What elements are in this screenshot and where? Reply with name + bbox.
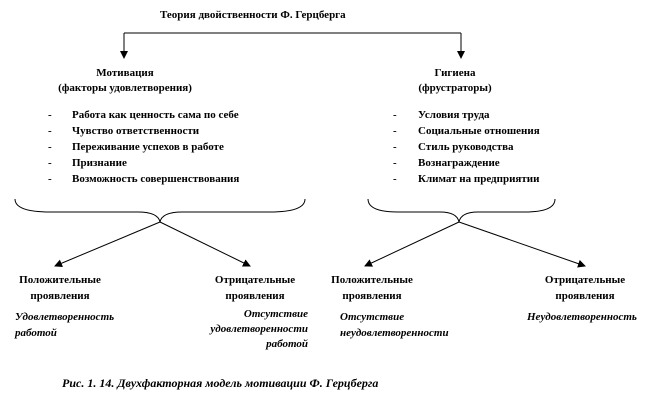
factor-label: Стиль руководства bbox=[418, 141, 514, 153]
bullet-dash: - bbox=[393, 157, 397, 169]
left-brace bbox=[15, 199, 305, 222]
motivation-factor-list bbox=[48, 107, 239, 187]
list-item bbox=[393, 123, 540, 139]
list-item bbox=[393, 107, 540, 123]
factor-label: Работа как ценность сама по себе bbox=[72, 109, 239, 121]
factor-label: Условия труда bbox=[418, 109, 490, 121]
hygiene-subtitle: (фрустраторы) bbox=[418, 82, 492, 94]
list-item bbox=[48, 155, 239, 171]
bullet-dash: - bbox=[48, 141, 52, 153]
left-negative-detail-line2: удовлетворенности bbox=[210, 323, 308, 335]
left-negative-heading-line2: проявления bbox=[225, 290, 285, 302]
bullet-dash: - bbox=[48, 125, 52, 137]
factor-label: Возможность совершенствования bbox=[72, 173, 240, 185]
left-negative-detail-line1: Отсутствие bbox=[243, 308, 308, 320]
factor-label: Чувство ответственности bbox=[72, 125, 200, 137]
bullet-dash: - bbox=[48, 109, 52, 121]
factor-label: Вознаграждение bbox=[418, 157, 500, 169]
left-negative-heading-line1: Отрицательные bbox=[214, 274, 296, 286]
diagram-title: Теория двойственности Ф. Герцберга bbox=[160, 9, 346, 21]
outcome-arrows bbox=[55, 222, 585, 266]
title-split-connector bbox=[124, 33, 461, 58]
bullet-dash: - bbox=[48, 157, 52, 169]
hygiene-title: Гигиена bbox=[434, 67, 476, 79]
left-negative-detail-line3: работой bbox=[266, 338, 308, 350]
right-negative-heading-line2: проявления bbox=[555, 290, 615, 302]
factor-label: Переживание успехов в работе bbox=[72, 141, 224, 153]
list-item bbox=[48, 139, 239, 155]
right-positive-heading-line1: Положительные bbox=[331, 274, 413, 286]
hygiene-factor-list bbox=[393, 107, 540, 187]
right-negative-heading-line1: Отрицательные bbox=[544, 274, 626, 286]
right-negative-detail-line1: Неудовлетворенность bbox=[527, 311, 637, 323]
bullet-dash: - bbox=[48, 173, 52, 185]
bullet-dash: - bbox=[393, 141, 397, 153]
left-positive-detail-line1: Удовлетворенность bbox=[15, 311, 115, 323]
left-positive-heading-line2: проявления bbox=[30, 290, 90, 302]
factor-label: Социальные отношения bbox=[418, 125, 540, 137]
bullet-dash: - bbox=[393, 173, 397, 185]
right-positive-detail-line1: Отсутствие bbox=[340, 311, 405, 323]
factor-label: Климат на предприятии bbox=[418, 173, 540, 185]
list-item bbox=[48, 123, 239, 139]
motivation-title: Мотивация bbox=[96, 67, 154, 79]
figure-caption: Рис. 1. 14. Двухфакторная модель мотивации Ф. Герцберга bbox=[62, 376, 379, 390]
left-positive-heading-line1: Положительные bbox=[19, 274, 101, 286]
factor-label: Признание bbox=[72, 157, 127, 169]
list-item bbox=[393, 171, 540, 187]
list-item bbox=[48, 107, 239, 123]
right-brace bbox=[368, 199, 555, 222]
list-item bbox=[48, 171, 239, 187]
right-positive-heading-line2: проявления bbox=[342, 290, 402, 302]
left-positive-detail-line2: работой bbox=[15, 327, 57, 339]
bullet-dash: - bbox=[393, 109, 397, 121]
motivation-subtitle: (факторы удовлетворения) bbox=[58, 82, 192, 94]
right-positive-detail-line2: неудовлетворенности bbox=[340, 327, 449, 339]
list-item bbox=[393, 155, 540, 171]
list-item bbox=[393, 139, 540, 155]
bullet-dash: - bbox=[393, 125, 397, 137]
